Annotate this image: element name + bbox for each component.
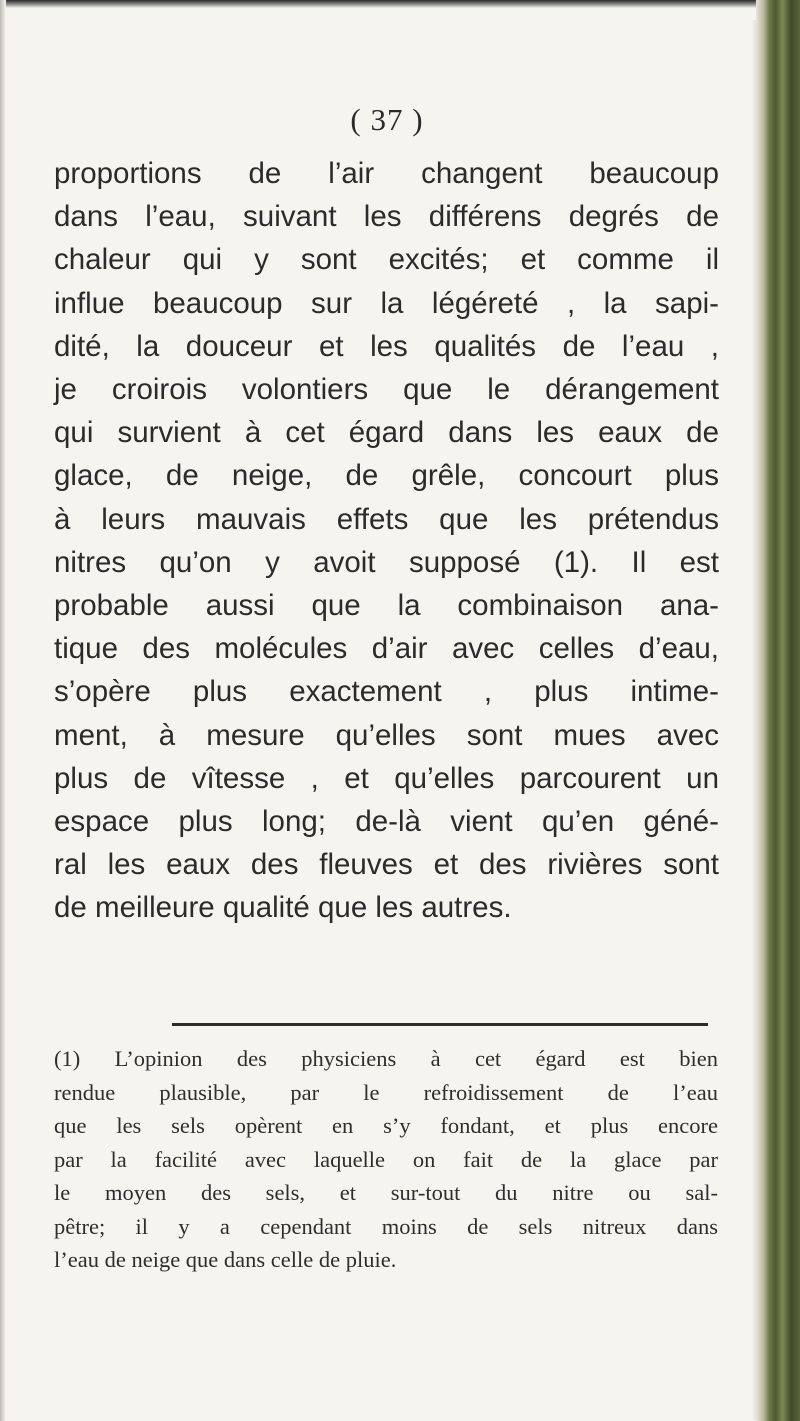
footnote-block	[54, 1042, 718, 1277]
text-line: proportions de l’air changent beaucoup	[54, 157, 719, 190]
text-line: nitres qu’on y avoit supposé (1). Il est	[54, 545, 719, 579]
book-binding-edge	[756, 0, 800, 1421]
footnote-line: par la facilité avec laquelle on fait de la glace par	[54, 1146, 718, 1172]
text-line: à leurs mauvais effets que les prétendus	[54, 502, 719, 536]
text-line: s’opère plus exactement , plus intime-	[54, 675, 719, 709]
text-line: espace plus long; de-là vient qu’en géné-	[54, 805, 719, 839]
text-line: probable aussi que la combinaison ana-	[54, 589, 719, 623]
footnote-line: le moyen des sels, et sur-tout du nitre ou sal-	[54, 1180, 718, 1205]
page-top-edge	[0, 0, 800, 8]
text-line: tique des molécules d’air avec celles d’eau,	[54, 632, 719, 666]
text-line: influe beaucoup sur la légéreté , la sapi-	[54, 286, 719, 320]
page-left-edge	[0, 0, 6, 1421]
main-text-block	[54, 152, 719, 930]
footnote-line: l’eau de neige que dans celle de pluie.	[54, 1247, 397, 1272]
text-line: ral les eaux des fleuves et des rivières sont	[54, 848, 719, 882]
text-line: chaleur qui y sont excités; et comme il	[54, 243, 719, 277]
page-number: ( 37 )	[350, 102, 424, 137]
text-line: dans l’eau, suivant les différens degrés de	[54, 200, 719, 234]
footnote-line: (1) L’opinion des physiciens à cet égard est bien	[54, 1046, 718, 1071]
footnote-separator-rule	[172, 1023, 708, 1026]
text-line: glace, de neige, de grêle, concourt plus	[54, 459, 719, 493]
text-line: dité, la douceur et les qualités de l’eau ,	[54, 329, 719, 363]
text-line: de meilleure qualité que les autres.	[54, 891, 512, 925]
footnote-line: pêtre; il y a cependant moins de sels nitreux dans	[54, 1213, 718, 1239]
text-line: plus de vîtesse , et qu’elles parcourent un	[54, 761, 719, 795]
text-line: je croirois volontiers que le dérangement	[54, 373, 719, 407]
text-line: ment, à mesure qu’elles sont mues avec	[54, 718, 719, 752]
footnote-line: rendue plausible, par le refroidissement de l’eau	[54, 1079, 718, 1105]
footnote-line: que les sels opèrent en s’y fondant, et plus encore	[54, 1113, 718, 1138]
text-line: qui survient à cet égard dans les eaux de	[54, 416, 719, 450]
